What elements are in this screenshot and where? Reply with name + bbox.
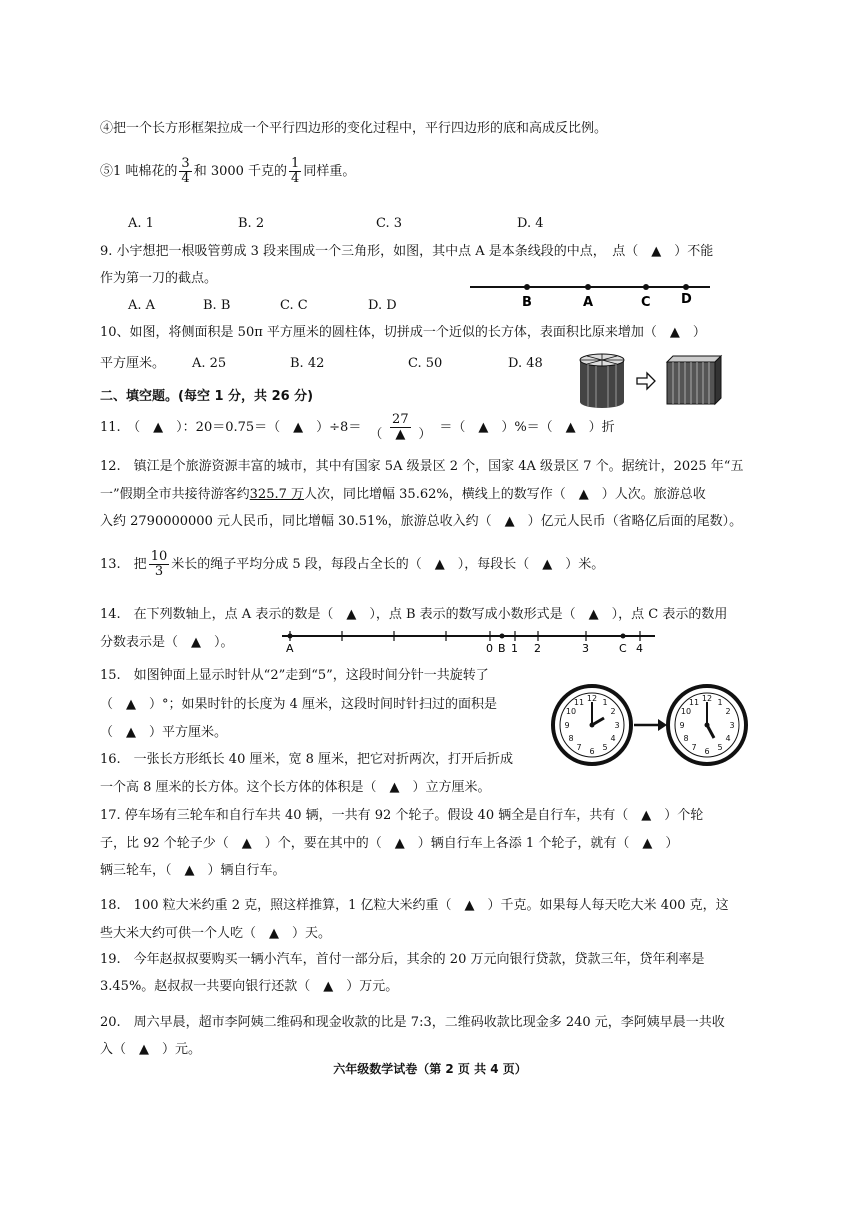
cuboid-icon <box>667 356 721 404</box>
svg-text:5: 5 <box>717 743 723 752</box>
point-d-dot <box>683 284 689 290</box>
svg-text:6: 6 <box>704 747 710 756</box>
right-arrow-icon <box>637 373 655 389</box>
point-a-dot <box>585 284 591 290</box>
svg-text:7: 7 <box>691 743 697 752</box>
axis-label-4: 4 <box>636 642 643 655</box>
q11-text-b: ＝（ ▲ ）%＝（ ▲ ）折 <box>439 419 615 435</box>
q14-line2: 分数表示是（ ▲ ）。 <box>100 635 234 650</box>
axis-label-3: 3 <box>582 642 589 655</box>
svg-text:3: 3 <box>614 721 620 730</box>
q12-line2-text-a: 一”假期全市共接待游客约 <box>100 487 250 502</box>
point-c-label: C <box>641 295 651 310</box>
point-b-dot <box>524 284 530 290</box>
svg-text:9: 9 <box>564 721 570 730</box>
q10-option-c: C. 50 <box>408 356 443 371</box>
q15-line2: （ ▲ ）°；如果时针的长度为 4 厘米，这段时间时针扫过的面积是 <box>100 697 498 712</box>
q20-line1: 20. 周六早晨，超市李阿姨二维码和现金收款的比是 7:3，二维码收款比现金多 240 元，李阿姨早晨一共收 <box>100 1015 725 1030</box>
axis-label-a: A <box>286 642 294 655</box>
arrow-right-icon <box>634 719 667 731</box>
q12-line2 <box>100 486 706 504</box>
q12-line1: 12. 镇江是个旅游资源丰富的城市，其中有国家 5A 级景区 2 个，国家 4A 级景区 7 个。据统计，2025 年“五 <box>100 459 744 474</box>
axis-label-c: C <box>619 642 627 655</box>
q8-item5 <box>100 157 355 186</box>
q18-line1: 18. 100 粒大米约重 2 克，照这样推算，1 亿粒大米约重（ ▲ ）千克。如果每人每天吃大米 400 克，这 <box>100 898 729 913</box>
q9-option-d: D. D <box>368 298 397 313</box>
q11-fraction <box>367 413 433 442</box>
fraction-numerator: 1 <box>291 156 300 171</box>
point-b-label: B <box>522 295 532 310</box>
axis-label-0: 0 <box>486 642 493 655</box>
fraction-one-quarter <box>289 157 301 186</box>
svg-text:12: 12 <box>586 694 598 703</box>
q13 <box>100 550 604 579</box>
number-line-figure <box>280 626 660 656</box>
clock-before-icon <box>553 686 631 764</box>
q8-option-a: A. 1 <box>128 216 154 231</box>
svg-text:1: 1 <box>717 698 723 707</box>
point-a-label: A <box>583 295 594 310</box>
q17-line2: 子，比 92 个轮子少（ ▲ ）个，要在其中的（ ▲ ）辆自行车上各添 1 个轮子，就有（ ▲ ） <box>100 836 679 851</box>
q14-line1: 14. 在下列数轴上，点 A 表示的数是（ ▲ ），点 B 表示的数写成小数形式是（ ▲ ），点 C 表示的数用 <box>100 607 728 622</box>
q20-line2: 入（ ▲ ）元。 <box>100 1042 201 1057</box>
fraction-denominator: 3 <box>154 564 164 579</box>
number-line-point-a <box>288 634 293 639</box>
q8-item5-text-b: 和 3000 千克的 <box>193 163 288 179</box>
fraction-three-quarters <box>179 157 191 186</box>
cylinder-to-cuboid-figure <box>575 348 725 410</box>
fraction-ten-thirds <box>149 550 170 579</box>
axis-label-b: B <box>498 642 506 655</box>
svg-text:9: 9 <box>679 721 685 730</box>
svg-text:4: 4 <box>610 734 616 743</box>
q9-line2: 作为第一刀的截点。 <box>100 271 218 286</box>
q9-option-a: A. A <box>128 298 156 313</box>
svg-text:1: 1 <box>602 698 608 707</box>
section-2-heading: 二、填空题。(每空 1 分，共 26 分) <box>100 389 314 404</box>
cylinder-icon <box>580 354 624 408</box>
q13-text-a: 13. 把 <box>100 556 147 572</box>
axis-label-2: 2 <box>534 642 541 655</box>
svg-text:2: 2 <box>725 707 731 716</box>
q16-line2: 一个高 8 厘米的长方体。这个长方体的体积是（ ▲ ）立方厘米。 <box>100 780 491 795</box>
fraction-numerator: 3 <box>181 156 190 171</box>
q17-line3: 辆三轮车，（ ▲ ）辆自行车。 <box>100 863 286 878</box>
q18-line2: 些大米大约可供一个人吃（ ▲ ）天。 <box>100 926 331 941</box>
axis-label-1: 1 <box>511 642 518 655</box>
q8-option-c: C. 3 <box>376 216 403 231</box>
fraction-numerator: 27 <box>392 412 409 427</box>
fraction-denominator: 4 <box>181 171 190 186</box>
svg-text:8: 8 <box>568 734 574 743</box>
q9-option-c: C. C <box>280 298 308 313</box>
q10-option-d: D. 48 <box>508 356 543 371</box>
svg-text:4: 4 <box>725 734 731 743</box>
fraction-numerator: 10 <box>150 549 168 564</box>
point-c-dot <box>643 284 649 290</box>
clock-faces-figure <box>550 680 750 770</box>
q15-line3: （ ▲ ）平方厘米。 <box>100 725 227 740</box>
fraction-denominator: 4 <box>291 171 300 186</box>
q17-line1: 17. 停车场有三轮车和自行车共 40 辆，一共有 92 个轮子。假设 40 辆全是自行车，共有（ ▲ ）个轮 <box>100 808 704 823</box>
q8-option-d: D. 4 <box>517 216 544 231</box>
svg-text:5: 5 <box>602 743 608 752</box>
q10-option-a: A. 25 <box>192 356 227 371</box>
svg-text:7: 7 <box>576 743 582 752</box>
q11 <box>100 413 615 442</box>
fraction-denominator: （ ▲ ） <box>369 427 432 442</box>
number-line-point-b <box>500 634 505 639</box>
q12-underlined-number: 325.7 万 <box>249 487 305 502</box>
straw-segment-figure <box>465 278 715 310</box>
q19-line1: 19. 今年赵叔叔要购买一辆小汽车，首付一部分后，其余的 20 万元向银行贷款，贷款三年，贷年利率是 <box>100 952 705 967</box>
q15-line1: 15. 如图钟面上显示时针从“2”走到“5”，这段时间分针一共旋转了 <box>100 668 489 683</box>
q8-item5-text-c: 同样重。 <box>303 163 356 179</box>
q8-option-b: B. 2 <box>238 216 265 231</box>
svg-text:10: 10 <box>680 707 692 716</box>
svg-text:3: 3 <box>729 721 735 730</box>
q12-line3: 入约 2790000000 元人民币，同比增幅 30.51%，旅游总收入约（ ▲ ）亿元人民币（省略亿后面的尾数）。 <box>100 514 743 529</box>
point-d-label: D <box>681 292 692 307</box>
svg-text:2: 2 <box>610 707 616 716</box>
svg-text:8: 8 <box>683 734 689 743</box>
svg-text:10: 10 <box>565 707 577 716</box>
q13-text-b: 米长的绳子平均分成 5 段，每段占全长的（ ▲ ），每段长（ ▲ ）米。 <box>171 556 605 572</box>
q12-line2-text-b: 人次，同比增幅 35.62%，横线上的数写作（ ▲ ）人次。旅游总收 <box>304 487 706 502</box>
page-footer: 六年级数学试卷（第 2 页 共 4 页） <box>333 1062 527 1076</box>
q8-item5-text-a: ⑤1 吨棉花的 <box>100 163 178 179</box>
svg-text:6: 6 <box>589 747 595 756</box>
q19-line2: 3.45%。赵叔叔一共要向银行还款（ ▲ ）万元。 <box>100 979 399 994</box>
q11-text-a: 11. （ ▲ ）：20＝0.75＝（ ▲ ）÷8＝ <box>100 419 362 435</box>
q10-option-b: B. 42 <box>290 356 325 371</box>
number-line-point-c <box>621 634 626 639</box>
clock-after-icon <box>668 686 746 764</box>
q10-line2: 平方厘米。 <box>100 356 166 371</box>
q9-line1: 9. 小宇想把一根吸管剪成 3 段来围成一个三角形，如图，其中点 A 是本条线段的中点， 点（ ▲ ）不能 <box>100 244 714 259</box>
svg-text:11: 11 <box>688 698 700 707</box>
q9-option-b: B. B <box>203 298 231 313</box>
svg-text:11: 11 <box>573 698 585 707</box>
q8-item4: ④把一个长方形框架拉成一个平行四边形的变化过程中，平行四边形的底和高成反比例。 <box>100 121 608 136</box>
q10-line1: 10、如图，将侧面积是 50π 平方厘米的圆柱体，切拼成一个近似的长方体，表面积比原来增加（ ▲ ） <box>100 325 706 340</box>
q16-line1: 16. 一张长方形纸长 40 厘米，宽 8 厘米，把它对折两次，打开后折成 <box>100 752 514 767</box>
svg-text:12: 12 <box>701 694 713 703</box>
